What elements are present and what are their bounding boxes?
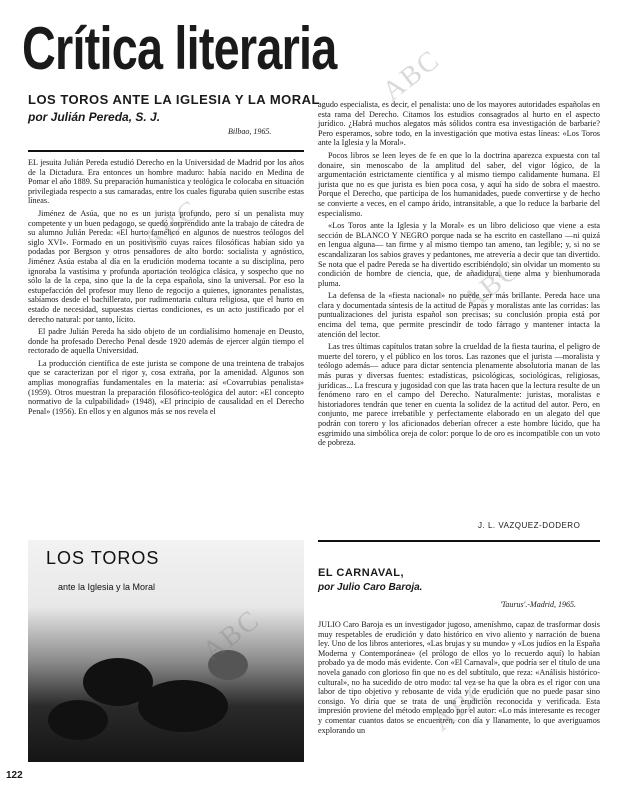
watermark: ABC [196, 603, 267, 668]
crowd-shape [138, 680, 228, 732]
paragraph: El padre Julián Pereda ha sido objeto de un cordialísimo homenaje en Deusto, donde ha profesado Derecho Penal desde 1920 además de ejercer algún tiempo el rectorado de aquella Universidad. [28, 327, 304, 356]
divider-rule [28, 150, 304, 152]
paragraph: Pocos libros se leen leyes de fe en que lo la doctrina aparezca expuesta con tal donaire, sin menoscabo de la amplitud del saber, del vigor lógico, de la argumentación estrictamente científica y al mismo tiempo calidamente humana. El jurista que no es que jurista es bien poca cosa, y aquí ha sido de sobra el maestro. Porque el Derecho, que participa de los humanidades, puede convertirse y de hecho se convierte a veces, en el campo árido, intransitable, a que lo reduce la barbarie del especialismo. [318, 150, 600, 218]
article-byline: por Julio Caro Baroja. [318, 582, 423, 593]
divider-rule [318, 540, 600, 542]
watermark: ABC [426, 673, 497, 738]
paragraph: La producción científica de este jurista se compone de una treintena de trabajos que se caracterizan por el rigor y, cosa extraña, por la amenidad. Algunos son amplias monografías fundamentales en la materia: así «Covarrubias penalista» (1959). Otros muestran la preparación filosófico-teológica del autor: «El concepto normativo de la culpabilidad» (1948), «El principio de causalidad en el Derecho Penal» (1956). En ellos y en algunos más se nos revela el [28, 358, 304, 416]
photo-title: LOS TOROS [46, 548, 160, 568]
article-title: EL CARNAVAL, [318, 567, 405, 579]
article-dateline: Bilbao, 1965. [228, 127, 272, 136]
paragraph: Jiménez de Asúa, que no es un jurista profundo, pero sí un penalista muy competente y un buen pedagogo, se quedó sorprendido ante la trabajo de cátedra de su alumno Julián Pereda: «El hurto famélico en algunos de nuestros teólogos del siglo XVI». Formado en un positivismo cuyas raíces filosóficas habían sido ya podadas por Bergson y otros pensadores de alto bordo: socialista y agnóstico, Jiménez Asúa estaba al día en la erudición moderna tocante a su disciplina, pero ignoraba la vastísima y profunda aportación teológica clásica, y sospecho que no sólo la de la cepa, sino que la de la cepa española, sino la universal. Por eso la estupefacción del profesor muy lleno de regocijo a quienes, ignorantes penalistas, sabíamos desde el bachillerato, por rudimentaria cultura religiosa, que el hurto en estado de necesidad, supuestas ciertas condiciones, es un acto justificado por el derecho natural: por tanto, lícito. [28, 208, 304, 324]
paragraph: JULIO Caro Baroja es un investigador jugoso, ameníshmo, capaz de trasformar dosis muy respetables de erudición y dato histórico en vivo aliento y narración de buena ley. Uno de los libros anteriores, «Las brujas y su mundo» y «Los judíos en la España Moderna y Contemporánea» (el prólogo de ellos yo lo recuerdo aquí) lo habían probado ya de modo más evidente. Con «El Carnaval», que podría ser el título de una novela ganado con glorioso fin que no es del subtítulo, que reza: «Análisis histórico-cultural», no ha sucedido de otro modo: tal vez se ha que la obra es el rigor con una labor de tipo objetivo y rebosante de vida y de erudición que no puede pasar sino consigo. Yo diría que se trata de una erudición reconocida y verificada. Esta impresión proviene del método empleado por el autor: «Lo más interesante es recoger y comentar cuantos datos se encuentren, con día y llanamente, lo que averiguamos explorando un [318, 620, 600, 735]
article-title: LOS TOROS ANTE LA IGLESIA Y LA MORAL [28, 92, 320, 107]
watermark: ABC [456, 253, 527, 318]
article-column-right [318, 100, 600, 451]
page-number: 122 [6, 770, 23, 781]
watermark: ABC [136, 193, 207, 258]
article-column-left [28, 158, 304, 419]
article-byline: por Julián Pereda, S. J. [28, 110, 161, 124]
section-masthead: Crítica literaria [22, 15, 337, 82]
paragraph: EL jesuita Julián Pereda estudió Derecho en la Universidad de Madrid por los años de la Dictadura. Era entonces un hombre maduro: había nacido en Medina de Pomar el año 1889. Su preparación humanística y teológica le colocaba en situación privilegiada respecto a sus camaradas, entre los cuales figuraba quien suscribe estas líneas. [28, 158, 304, 206]
crowd-shape [48, 700, 108, 740]
paragraph: «Los Toros ante la Iglesia y la Moral» es un libro delicioso que viene a esta sección de BLANCO Y NEGRO porque nada se ha escrito en castellano —ni quizá en lengua alguna— tan firme y al mismo tiempo tan ameno, tan legible; y, si no se escandalizaran los sabios graves y pedantones, me atrevería a decir que tan divertido. Se nota que el padre Pereda se ha divertido escribiéndolo, sin olvidar un momento su condición de hombre de ciencia, que, de añadidura, tiene alma y bienhumorada pluma. [318, 221, 600, 288]
article-dateline: 'Taurus'.-Madrid, 1965. [500, 600, 577, 609]
author-signature: J. L. VAZQUEZ-DODERO [478, 521, 581, 530]
book-cover-photo [28, 540, 304, 762]
watermark: ABC [376, 43, 447, 108]
paragraph: La defensa de la «fiesta nacional» no puede ser más brillante. Pereda hace una clara y documentada síntesis de la actitud de Papas y moralistas ante las corridas: las puntualizaciones del jurista español son precisas; su conclusión propia está por encima del tema, que permite prescindir de todo fárrago y mantener intacta la atención del lector. [318, 291, 600, 339]
paragraph: agudo especialista, es decir, el penalista: uno de los mayores autoridades españolas en esta rama del Derecho. Citamos los estudios consagrados al hurto en el aspecto jurídico. ¿Habrá muchos alegatos más sólidos contra esa investigación de barbarie? Pero esperamos, sobre todo, en la investigación que motiva estas líneas: «Los Toros ante la Iglesia y la Moral». [318, 100, 600, 148]
paragraph: Las tres últimas capítulos tratan sobre la crueldad de la fiesta taurina, el peligro de muerte del torero, y el público en los toros. Las razones que el jurista —moralista y teólogo además— aduce para dictar sentencia plenamente absolutoria manan de las más puras y diversas fuentes: estadísticas, psicológicas, sociológicas, religiosas, jurídicas... La frescura y jugosidad con que las trata hacen que la lectura resulte de un fenómeno raro en el campo del Derecho. Naturalmente: juristas, moralistas e historiadores tendrán que tener en cuenta la solidez de la actitud del autor. Pero, en conjunto, me parece irrebatible y perfectamente elaborado en un alegato del que podrán con torero y los aficionados deberían ofrecer a este hombre lúcido, que ha esgrimido una simbólica oreja de color: porque lo de oro es incompatible con un voto de pobreza. [318, 342, 600, 448]
photo-subtitle: ante la Iglesia y la Moral [58, 582, 156, 592]
